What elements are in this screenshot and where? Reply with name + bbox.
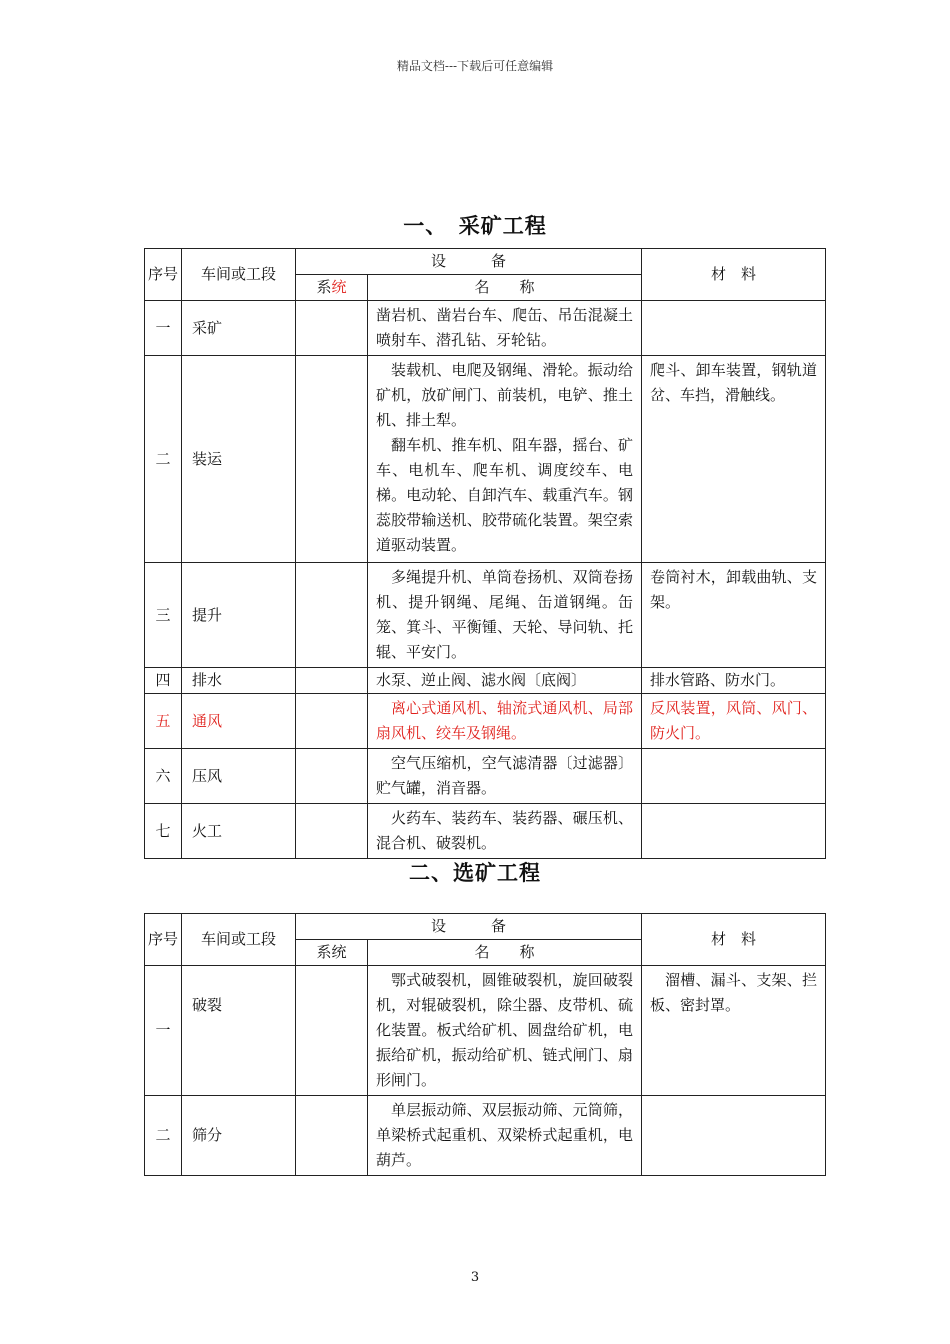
page-header: 精品文档---下载后可任意编辑 <box>396 59 554 73</box>
beneficiation-equipment-table <box>144 913 826 1176</box>
table-row: 七 火工 火药车、装药车、装药器、碾压机、混合机、破裂机。 <box>145 804 826 859</box>
header-material: 材 料 <box>642 249 826 301</box>
header-system: 系统 <box>296 275 368 301</box>
table-row: 三 提升 多绳提升机、单筒卷扬机、双筒卷扬机、提升钢绳、尾绳、缶道钢绳。缶笼、箕斗、平衡锺、天轮、导问轨、托辊、平安门。 卷筒衬木，卸载曲轨、支架。 <box>145 563 826 668</box>
header-equipment: 设 备 <box>296 249 642 275</box>
page-number: 3 <box>470 1270 480 1285</box>
header-workshop: 车间或工段 <box>182 249 296 301</box>
mining-equipment-table <box>144 248 826 859</box>
table-row: 六 压风 空气压缩机，空气滤清器〔过滤器〕贮气罐，消音器。 <box>145 749 826 804</box>
header-workshop: 车间或工段 <box>182 914 296 966</box>
table-row: 二 装运 装载机、电爬及钢绳、滑轮。振动给矿机，放矿闸门、前装机，电铲、推土机、排土犁。 翻车机、推车机、阻车器，摇台、矿车、电机车、爬车机、调度绞车、电梯。电动轮、自卸汽车、载重汽车。钢蕊胶带输送机、胶带硫化装置。架空索道驱动装置。 爬斗、卸车装置，钢轨道岔、车挡，滑触线。 <box>145 356 826 563</box>
table-header-row <box>145 249 826 275</box>
header-seq: 序号 <box>145 914 182 966</box>
header-material: 材 料 <box>642 914 826 966</box>
table-header-row <box>145 914 826 940</box>
header-seq: 序号 <box>145 249 182 301</box>
table-row-highlighted: 五 通风 离心式通风机、轴流式通风机、局部扇风机、绞车及钢绳。 反风装置，风筒、风门、防火门。 <box>145 694 826 749</box>
section-title-beneficiation: 二、选矿工程 <box>409 861 541 885</box>
table-row: 二 筛分 单层振动筛、双层振动筛、元筒筛，单梁桥式起重机、双梁桥式起重机，电葫芦。 <box>145 1096 826 1176</box>
header-name: 名 称 <box>368 275 642 301</box>
section-title-mining: 一、 采矿工程 <box>403 214 547 238</box>
header-system: 系统 <box>296 940 368 966</box>
header-equipment: 设 备 <box>296 914 642 940</box>
header-name: 名 称 <box>368 940 642 966</box>
table-row: 一 破裂 鄂式破裂机，圆锥破裂机，旋回破裂机，对辊破裂机，除尘器、皮带机、硫化装置。板式给矿机、圆盘给矿机，电振给矿机，振动给矿机、链式闸门、扇形闸门。 溜槽、漏斗、支架、拦板、密封罩。 <box>145 966 826 1096</box>
table-row: 一 采矿 凿岩机、凿岩台车、爬缶、吊缶混凝土喷射车、潜孔钻、牙轮钻。 <box>145 301 826 356</box>
table-row: 四 排水 水泵、逆止阀、滤水阀〔底阀〕 排水管路、防水门。 <box>145 668 826 694</box>
